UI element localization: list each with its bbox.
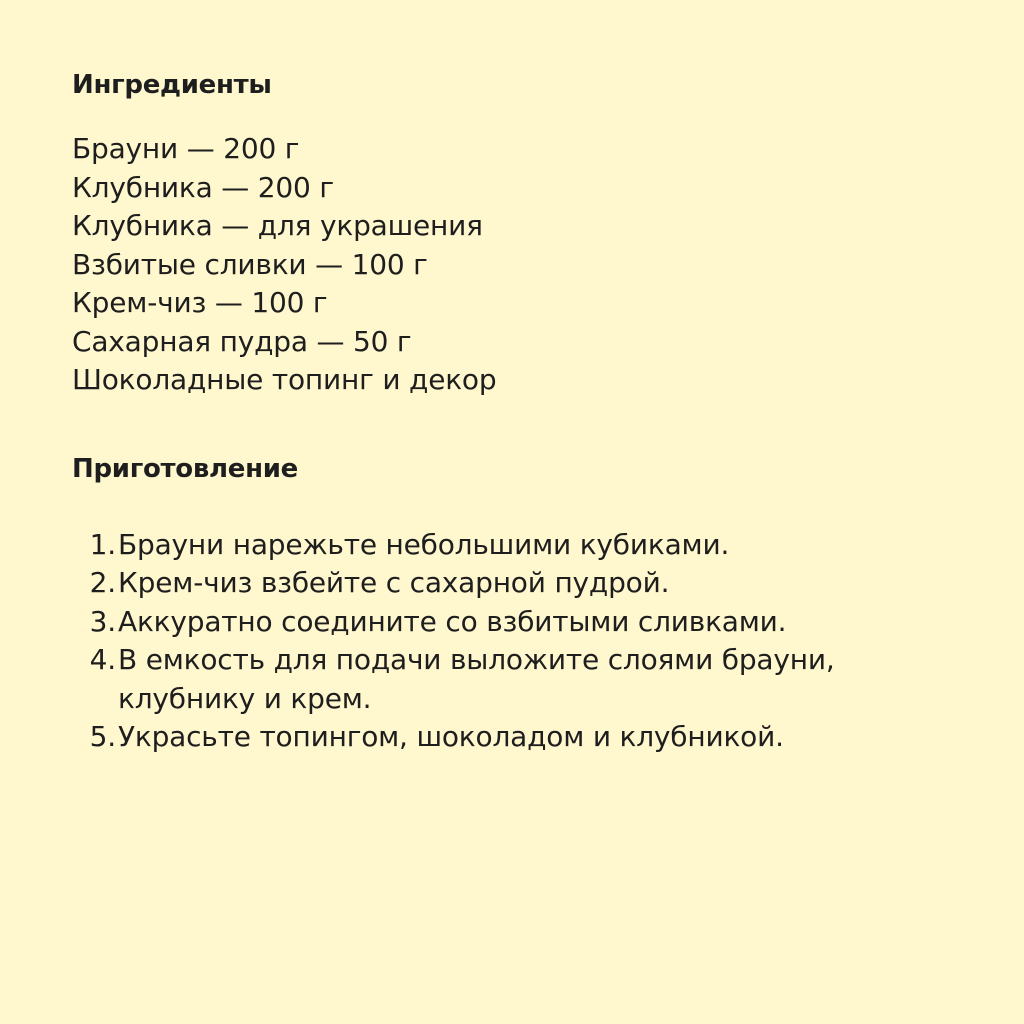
step-item bbox=[72, 718, 952, 757]
step-number: 3. bbox=[89, 604, 116, 638]
step-text: В емкость для подачи выложите слоями брауни, клубнику и крем. bbox=[118, 643, 835, 715]
step-number: 1. bbox=[89, 527, 116, 561]
step-item bbox=[72, 641, 952, 718]
preparation-steps bbox=[72, 526, 952, 757]
ingredient-item: Сахарная пудра — 50 г bbox=[72, 324, 412, 358]
ingredient-item: Взбитые сливки — 100 г bbox=[72, 247, 428, 281]
ingredient-item: Клубника — для украшения bbox=[72, 209, 483, 242]
step-item bbox=[72, 603, 952, 642]
step-text: Брауни нарежьте небольшими кубиками. bbox=[118, 527, 730, 561]
step-number: 5. bbox=[89, 720, 116, 753]
ingredient-item: Шоколадные топинг и декор bbox=[72, 363, 497, 396]
ingredients-list bbox=[72, 130, 952, 400]
ingredients-title: Ингредиенты bbox=[72, 70, 272, 100]
step-item bbox=[72, 526, 952, 565]
ingredient-item: Брауни — 200 г bbox=[72, 132, 300, 165]
ingredient-item: Клубника — 200 г bbox=[72, 170, 334, 204]
step-item bbox=[72, 564, 952, 603]
step-number: 4. bbox=[89, 643, 116, 676]
step-text: Украсьте топингом, шоколадом и клубникой. bbox=[118, 720, 784, 753]
step-text: Крем-чиз взбейте с сахарной пудрой. bbox=[118, 566, 670, 599]
ingredient-item: Крем-чиз — 100 г bbox=[72, 286, 328, 319]
preparation-title: Приготовление bbox=[72, 453, 299, 484]
step-number: 2. bbox=[89, 566, 116, 599]
step-text: Аккуратно соедините со взбитыми сливками. bbox=[118, 604, 787, 638]
